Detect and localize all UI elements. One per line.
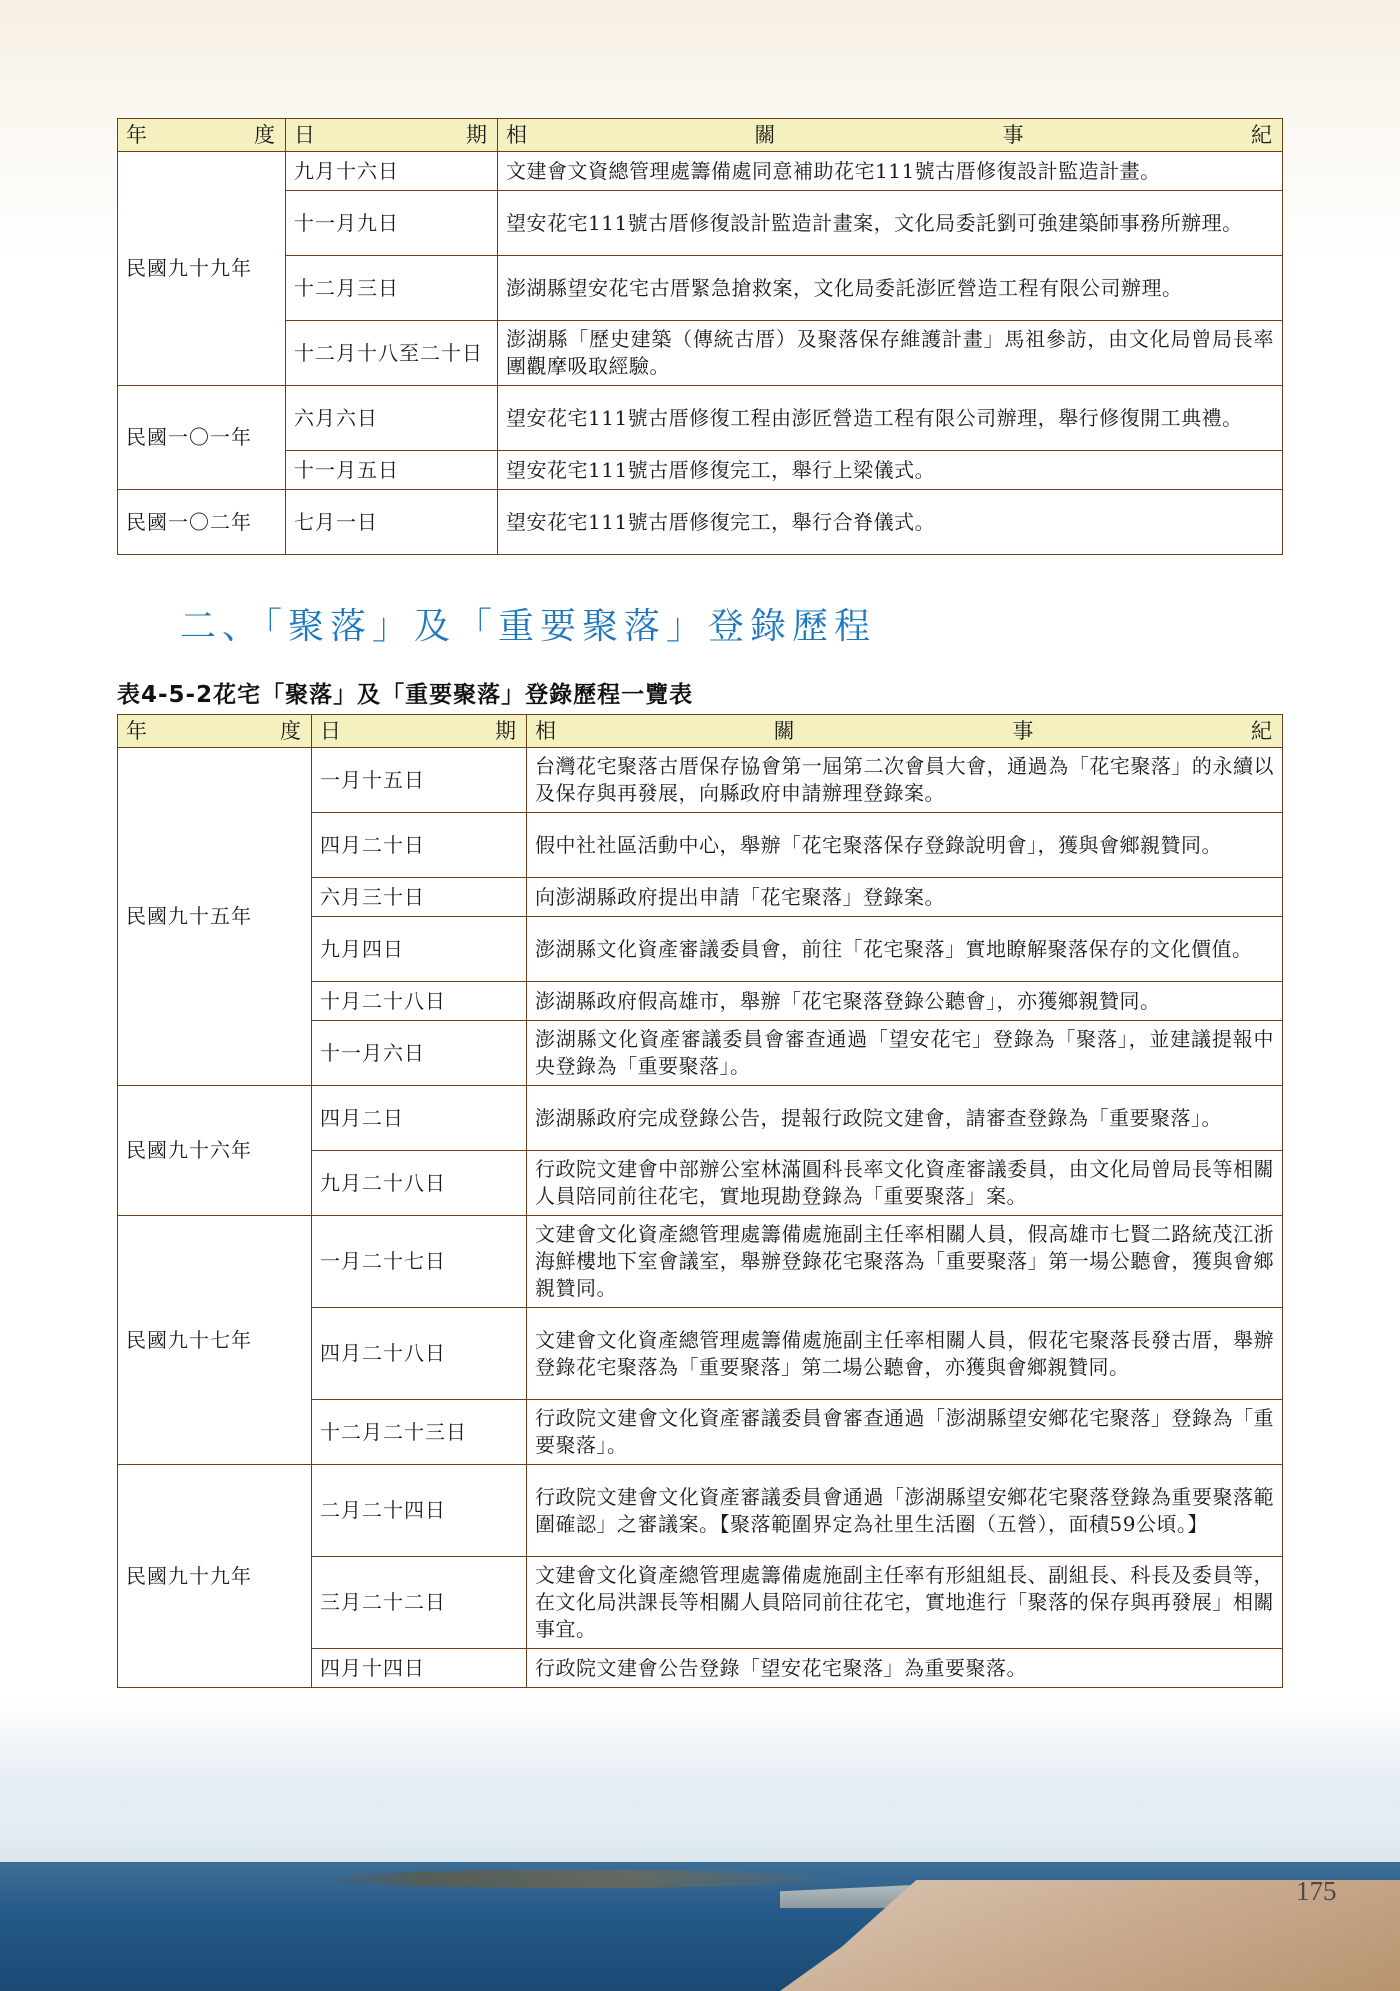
event-cell: 澎湖縣文化資產審議委員會，前往「花宅聚落」實地瞭解聚落保存的文化價值。 xyxy=(527,917,1283,982)
table-header-row xyxy=(118,715,1283,748)
date-cell: 十一月九日 xyxy=(286,191,498,256)
sky-band xyxy=(0,1740,1400,1870)
table-row xyxy=(118,451,1283,490)
table-row xyxy=(118,321,1283,386)
event-cell: 文建會文資總管理處籌備處同意補助花宅111號古厝修復設計監造計畫。 xyxy=(498,152,1283,191)
date-cell: 十一月五日 xyxy=(286,451,498,490)
table-row xyxy=(118,152,1283,191)
header-date: 日 期 xyxy=(286,119,498,152)
table-row xyxy=(118,490,1283,555)
event-cell: 行政院文建會公告登錄「望安花宅聚落」為重要聚落。 xyxy=(527,1649,1283,1688)
year-cell: 民國九十九年 xyxy=(118,1465,312,1688)
date-cell: 四月二日 xyxy=(312,1086,527,1151)
year-cell: 民國九十七年 xyxy=(118,1216,312,1465)
page-number: 175 xyxy=(1296,1876,1337,1906)
table-row xyxy=(118,1465,1283,1557)
table-row xyxy=(118,256,1283,321)
date-cell: 四月二十八日 xyxy=(312,1308,527,1400)
date-cell: 七月一日 xyxy=(286,490,498,555)
year-cell: 民國一〇一年 xyxy=(118,386,286,490)
event-cell: 行政院文建會中部辦公室林滿圓科長率文化資產審議委員，由文化局曾局長等相關人員陪同前往花宅，實地現勘登錄為「重要聚落」案。 xyxy=(527,1151,1283,1216)
date-cell: 九月四日 xyxy=(312,917,527,982)
event-cell: 文建會文化資產總管理處籌備處施副主任率相關人員，假高雄市七賢二路統茂江浙海鮮樓地下室會議室，舉辦登錄花宅聚落為「重要聚落」第一場公聽會，獲與會鄉親贊同。 xyxy=(527,1216,1283,1308)
event-cell: 行政院文建會文化資產審議委員會通過「澎湖縣望安鄉花宅聚落登錄為重要聚落範圍確認」之審議案。【聚落範圍界定為社里生活圈（五營），面積59公頃。】 xyxy=(527,1465,1283,1557)
table-header-row xyxy=(118,119,1283,152)
date-cell: 一月二十七日 xyxy=(312,1216,527,1308)
date-cell: 十一月六日 xyxy=(312,1021,527,1086)
header-event: 相 關 事 紀 xyxy=(498,119,1283,152)
event-cell: 文建會文化資產總管理處籌備處施副主任率有形組組長、副組長、科長及委員等，在文化局洪課長等相關人員陪同前往花宅，實地進行「聚落的保存與再發展」相關事宜。 xyxy=(527,1557,1283,1649)
event-cell: 望安花宅111號古厝修復完工，舉行合脊儀式。 xyxy=(498,490,1283,555)
table-row xyxy=(118,1086,1283,1151)
event-cell: 向澎湖縣政府提出申請「花宅聚落」登錄案。 xyxy=(527,878,1283,917)
event-cell: 台灣花宅聚落古厝保存協會第一屆第二次會員大會，通過為「花宅聚落」的永續以及保存與再發展，向縣政府申請辦理登錄案。 xyxy=(527,748,1283,813)
date-cell: 四月二十日 xyxy=(312,813,527,878)
event-cell: 假中社社區活動中心，舉辦「花宅聚落保存登錄說明會」，獲與會鄉親贊同。 xyxy=(527,813,1283,878)
date-cell: 十二月三日 xyxy=(286,256,498,321)
event-cell: 澎湖縣政府假高雄市，舉辦「花宅聚落登錄公聽會」，亦獲鄉親贊同。 xyxy=(527,982,1283,1021)
table-caption: 表4-5-2花宅「聚落」及「重要聚落」登錄歷程一覽表 xyxy=(117,682,694,708)
table-row xyxy=(118,1216,1283,1308)
year-cell: 民國九十九年 xyxy=(118,152,286,386)
date-cell: 六月六日 xyxy=(286,386,498,451)
event-cell: 望安花宅111號古厝修復完工，舉行上梁儀式。 xyxy=(498,451,1283,490)
chronology-table-2 xyxy=(117,714,1283,1688)
event-cell: 行政院文建會文化資產審議委員會審查通過「澎湖縣望安鄉花宅聚落」登錄為「重要聚落」。 xyxy=(527,1400,1283,1465)
date-cell: 四月十四日 xyxy=(312,1649,527,1688)
event-cell: 望安花宅111號古厝修復設計監造計畫案，文化局委託劉可強建築師事務所辦理。 xyxy=(498,191,1283,256)
table-row xyxy=(118,748,1283,813)
coastal-rocks xyxy=(320,1870,840,1888)
date-cell: 二月二十四日 xyxy=(312,1465,527,1557)
date-cell: 十二月二十三日 xyxy=(312,1400,527,1465)
event-cell: 望安花宅111號古厝修復工程由澎匠營造工程有限公司辦理，舉行修復開工典禮。 xyxy=(498,386,1283,451)
year-cell: 民國九十五年 xyxy=(118,748,312,1086)
date-cell: 六月三十日 xyxy=(312,878,527,917)
date-cell: 三月二十二日 xyxy=(312,1557,527,1649)
date-cell: 九月十六日 xyxy=(286,152,498,191)
header-year: 年 度 xyxy=(118,119,286,152)
date-cell: 一月十五日 xyxy=(312,748,527,813)
header-date: 日 期 xyxy=(312,715,527,748)
chronology-table-1 xyxy=(117,118,1283,555)
event-cell: 文建會文化資產總管理處籌備處施副主任率相關人員，假花宅聚落長發古厝，舉辦登錄花宅聚落為「重要聚落」第二場公聽會，亦獲與會鄉親贊同。 xyxy=(527,1308,1283,1400)
year-cell: 民國一〇二年 xyxy=(118,490,286,555)
header-event: 相 關 事 紀 xyxy=(527,715,1283,748)
date-cell: 十月二十八日 xyxy=(312,982,527,1021)
table-row xyxy=(118,191,1283,256)
header-year: 年 度 xyxy=(118,715,312,748)
section-title: 二、「聚落」及「重要聚落」登錄歷程 xyxy=(180,606,877,647)
date-cell: 九月二十八日 xyxy=(312,1151,527,1216)
event-cell: 澎湖縣政府完成登錄公告，提報行政院文建會，請審查登錄為「重要聚落」。 xyxy=(527,1086,1283,1151)
event-cell: 澎湖縣文化資產審議委員會審查通過「望安花宅」登錄為「聚落」，並建議提報中央登錄為「重要聚落」。 xyxy=(527,1021,1283,1086)
event-cell: 澎湖縣望安花宅古厝緊急搶救案，文化局委託澎匠營造工程有限公司辦理。 xyxy=(498,256,1283,321)
table-row xyxy=(118,386,1283,451)
event-cell: 澎湖縣「歷史建築（傳統古厝）及聚落保存維護計畫」馬祖參訪，由文化局曾局長率團觀摩吸取經驗。 xyxy=(498,321,1283,386)
year-cell: 民國九十六年 xyxy=(118,1086,312,1216)
date-cell: 十二月十八至二十日 xyxy=(286,321,498,386)
